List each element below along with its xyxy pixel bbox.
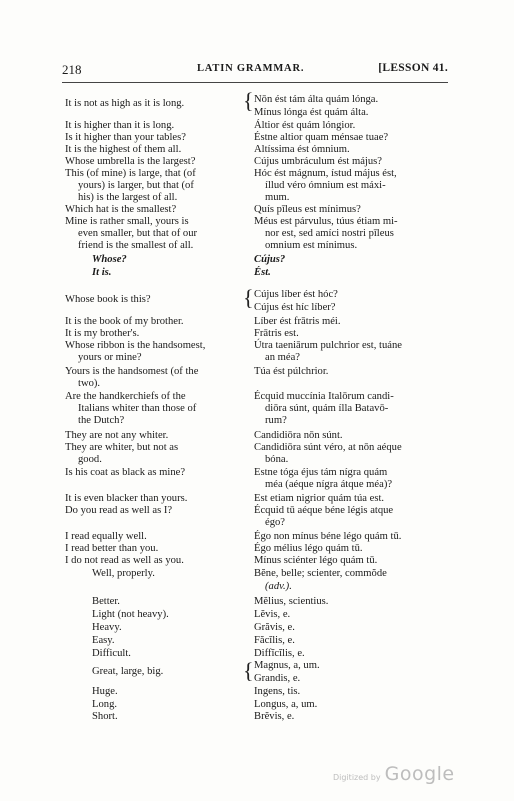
english-line: It is not as high as it is long. (65, 98, 185, 109)
latin-line: Ést. (254, 267, 271, 278)
page-number: 218 (62, 62, 82, 77)
english-line: Long. (92, 699, 118, 710)
latin-line: Est etiam nigrior quám túa est. (254, 493, 385, 504)
digitized-watermark (333, 763, 455, 785)
english-line: Whose book is this? (65, 294, 151, 305)
english-line: Easy. (92, 635, 115, 646)
latin-line: Égo non mínus béne légo quám tū. (254, 531, 402, 542)
english-line: Whose ribbon is the handsomest, (65, 340, 206, 351)
english-line: Heavy. (92, 622, 122, 633)
latin-line: Altíssima ést ómnium. (254, 144, 350, 155)
latin-line: Ingens, tis. (254, 686, 301, 697)
latin-line: nor est, sed amíci nostri pīleus (265, 228, 394, 239)
latin-line: Frātris est. (254, 328, 299, 339)
english-line: Do you read as well as I? (65, 505, 173, 516)
english-line: This (of mine) is large, that (of (65, 168, 196, 179)
english-line: Great, large, big. (92, 666, 164, 677)
latin-line: Túa ést púlchrior. (254, 366, 329, 377)
english-line: Is his coat as black as mine? (65, 467, 186, 478)
english-line: Better. (92, 596, 120, 607)
latin-line: rum? (265, 415, 287, 426)
latin-line: Cújus ést híc líber? (254, 302, 336, 313)
latin-line: Áltior ést quám lóngior. (254, 120, 356, 131)
latin-line: Brĕvis, e. (254, 711, 295, 722)
english-line: I do not read as well as you. (65, 555, 184, 566)
english-line: Huge. (92, 686, 118, 697)
latin-line: Bĕne, belle; scienter, commŏde (254, 568, 387, 579)
latin-line: Grăvis, e. (254, 622, 295, 633)
english-line: It is even blacker than yours. (65, 493, 188, 504)
latin-line: Mĕlius, scientius. (254, 596, 329, 607)
latin-line: Útra taeniārum pulchrior est, tuáne (254, 340, 402, 351)
latin-line: (adv.). (265, 581, 292, 592)
english-line: It is my brother's. (65, 328, 140, 339)
english-line: Whose? (92, 254, 127, 265)
latin-line: Nōn ést tám álta quám lónga. (254, 94, 379, 105)
header-rule (62, 82, 448, 83)
google-logo: Google (384, 763, 455, 785)
english-line: They are not any whiter. (65, 430, 169, 441)
latin-line: mum. (265, 192, 290, 203)
english-line: Short. (92, 711, 118, 722)
english-line: It is higher than it is long. (65, 120, 175, 131)
latin-line: Cújus? (254, 254, 286, 265)
english-line: Is it higher than your tables? (65, 132, 186, 143)
latin-line: Candidiōra súnt véro, at nōn aéque (254, 442, 402, 453)
latin-line: Mínus lónga ést quám álta. (254, 107, 369, 118)
latin-line: Candidiōra nōn súnt. (254, 430, 343, 441)
brace-glyph: { (243, 88, 254, 113)
latin-line: Cújus líber ést hóc? (254, 289, 338, 300)
english-line: It is the book of my brother. (65, 316, 184, 327)
english-line: I read equally well. (65, 531, 147, 542)
english-line: friend is the smallest of all. (78, 240, 194, 251)
latin-line: íllud véro ómnium est máxi- (265, 180, 386, 191)
english-line: Are the handkerchiefs of the (65, 391, 186, 402)
english-line: Italians whiter than those of (78, 403, 197, 414)
latin-line: Estne tóga éjus tám nígra quám (254, 467, 388, 478)
latin-line: Éstne altior quam ménsae tuae? (254, 132, 389, 143)
latin-line: Quís pīleus est mínimus? (254, 204, 361, 215)
latin-line: Lĕvis, e. (254, 609, 291, 620)
english-line: Well, properly. (92, 568, 155, 579)
english-line: They are whiter, but not as (65, 442, 179, 453)
english-line: his) is the largest of all. (78, 192, 178, 203)
english-line: Mine is rather small, yours is (65, 216, 189, 227)
latin-line: Égo mélius légo quám tū. (254, 543, 363, 554)
latin-line: diōra súnt, quám ílla Batavō- (265, 403, 389, 414)
latin-line: an méa? (265, 352, 300, 363)
english-line: Light (not heavy). (92, 609, 169, 620)
latin-line: Écquid muccínia Italōrum candi- (254, 391, 394, 402)
english-line: Which hat is the smallest? (65, 204, 177, 215)
latin-line: Méus est párvulus, túus étiam mi- (254, 216, 398, 227)
english-line: yours) is larger, but that (of (78, 180, 194, 191)
english-line: It is the highest of them all. (65, 144, 182, 155)
latin-line: omnium est mínimus. (265, 240, 358, 251)
lesson-label: [LESSON 41. (378, 62, 448, 74)
english-line: two). (78, 378, 101, 389)
latin-line: Líber ést frātris méi. (254, 316, 341, 327)
english-line: I read better than you. (65, 543, 159, 554)
latin-line: Grandis, e. (254, 673, 301, 684)
english-line: good. (78, 454, 102, 465)
watermark-digitized-text: Digitized by (333, 773, 381, 782)
latin-line: Diffĭcĭlis, e. (254, 648, 305, 659)
latin-line: Magnus, a, um. (254, 660, 320, 671)
latin-line: bóna. (265, 454, 289, 465)
latin-line: égo? (265, 517, 285, 528)
english-line: even smaller, but that of our (78, 228, 198, 239)
english-line: Difficult. (92, 648, 131, 659)
latin-line: méa (aéque nígra átque méa)? (265, 479, 393, 490)
english-line: It is. (92, 267, 112, 278)
english-line: yours or mine? (78, 352, 142, 363)
latin-line: Mínus sciénter légo quám tū. (254, 555, 378, 566)
latin-line: Longus, a, um. (254, 699, 318, 710)
running-title: LATIN GRAMMAR. (197, 63, 305, 74)
latin-line: Hóc ést mágnum, ístud május ést, (254, 168, 397, 179)
english-line: Yours is the handsomest (of the (65, 366, 199, 377)
running-header (62, 62, 448, 78)
brace-glyph: { (243, 285, 254, 310)
english-line: Whose umbrella is the largest? (65, 156, 196, 167)
english-line: the Dutch? (78, 415, 125, 426)
latin-line: Făcĭlis, e. (254, 635, 295, 646)
latin-line: Cújus umbráculum ést május? (254, 156, 382, 167)
brace-glyph: { (243, 658, 254, 683)
latin-line: Écquid tū aéque béne légis atque (254, 505, 394, 516)
